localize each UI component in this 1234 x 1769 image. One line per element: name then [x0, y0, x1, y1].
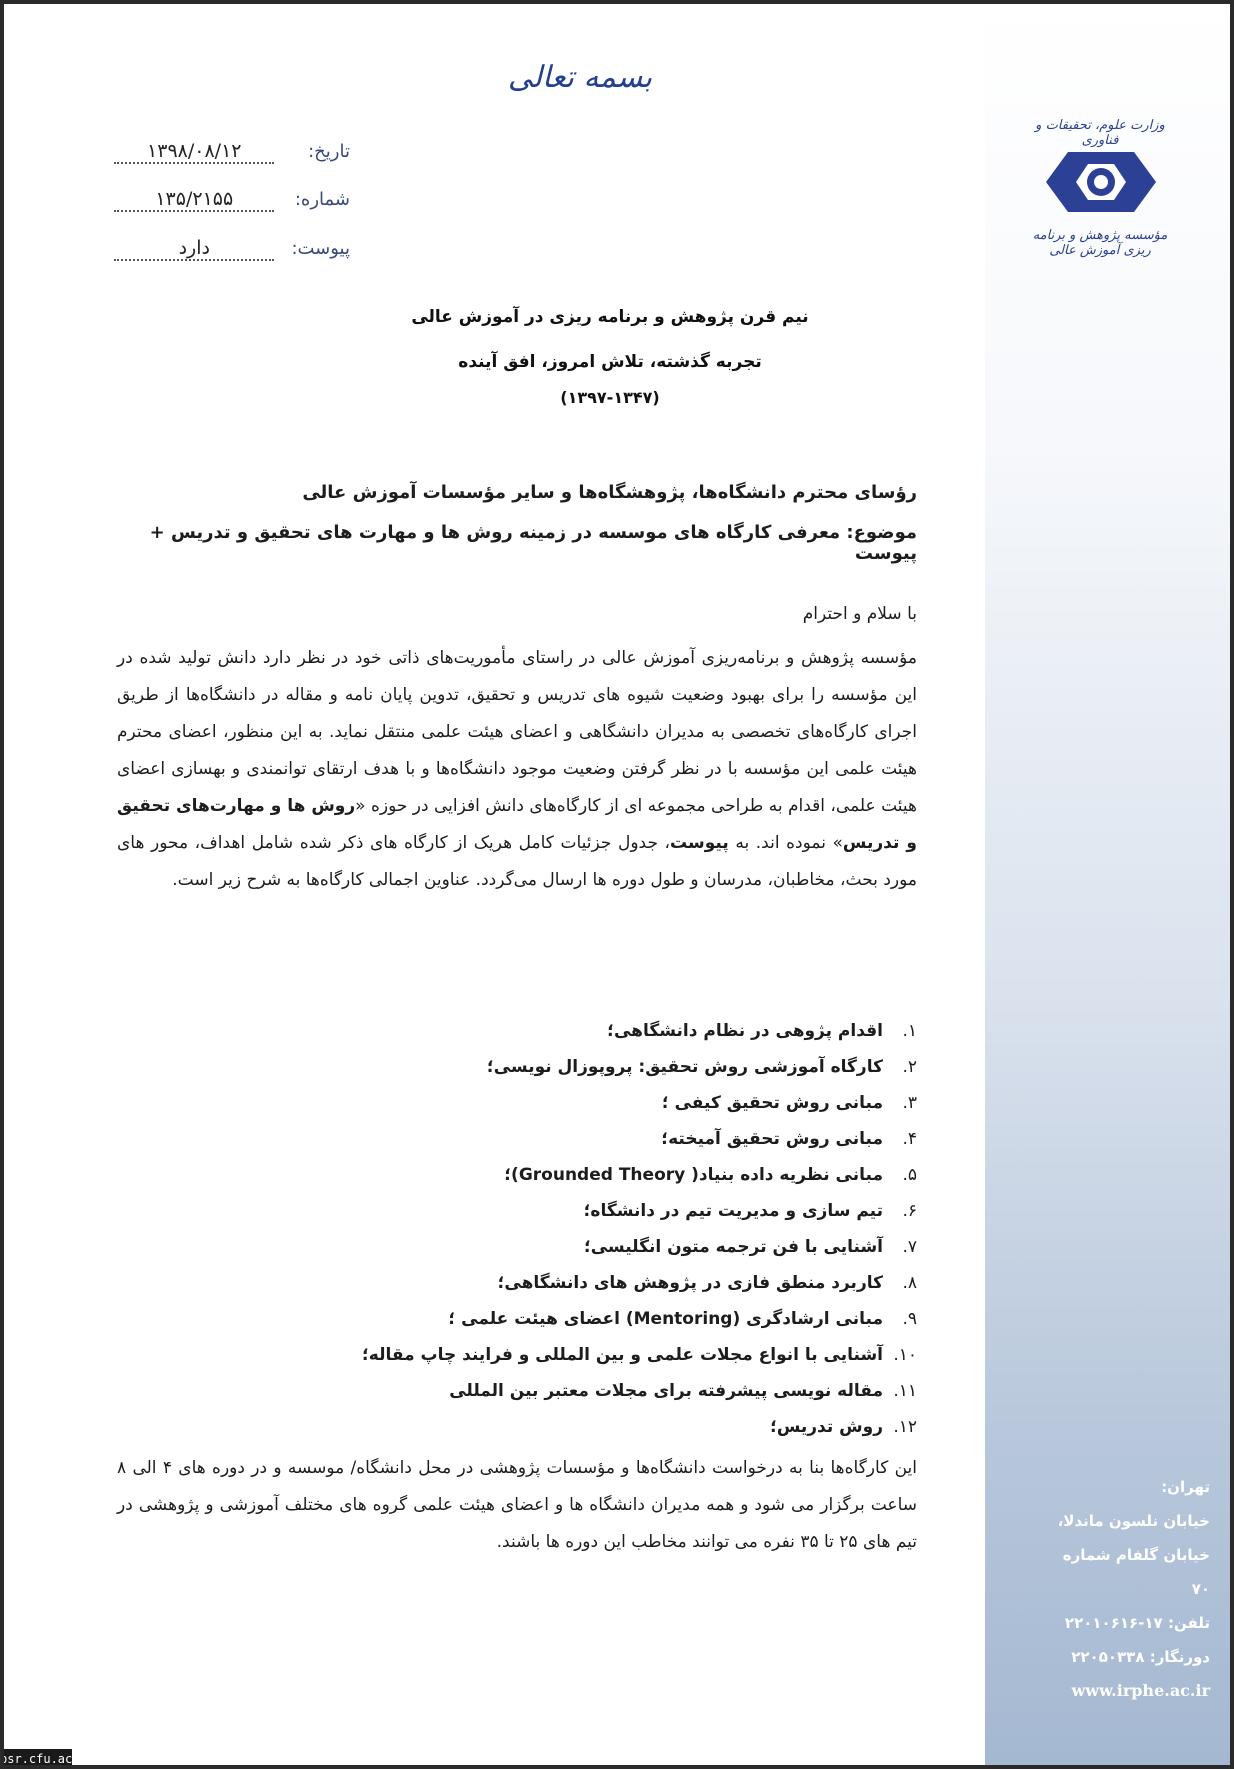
list-item-text: آشنایی با انواع مجلات علمی و بین المللی و فرایند چاپ مقاله؛ [361, 1345, 883, 1365]
body-text-3: ، جدول جزئیات کامل هریک از کارگاه های ذکر شده شامل اهداف، محور های مورد بحث، مخاطبان، مدرسان و طول دوره ها ارسال می‌گردد. عناوین اجمالی کارگاه‌ها به شرح زیر است. [117, 833, 917, 890]
list-item-text: مبانی ارشادگری (Mentoring) اعضای هیئت علمی ؛ [448, 1309, 883, 1329]
list-item [217, 1373, 917, 1409]
list-item-number: ۱. [902, 1021, 917, 1041]
logo-ministry-text: وزارت علوم، تحقیقات و فناوری [1035, 118, 1165, 148]
date-label: تاریخ: [308, 141, 350, 162]
list-item-text: مبانی روش تحقیق کیفی ؛ [661, 1093, 883, 1113]
list-item-text: مبانی روش تحقیق آمیخته؛ [661, 1129, 883, 1149]
list-item [217, 1157, 917, 1193]
list-item-text: تیم سازی و مدیریت تیم در دانشگاه؛ [583, 1201, 883, 1221]
attachment-value: دارد [114, 237, 274, 261]
logo-institute-text: مؤسسه پژوهش و برنامه ریزی آموزش عالی [1032, 228, 1168, 258]
address-street-2: خیابان گلفام شماره ۷۰ [1062, 1546, 1210, 1598]
list-item-number: ۸. [902, 1273, 917, 1293]
list-item-number: ۳. [902, 1093, 917, 1113]
list-item-number: ۹. [902, 1309, 917, 1329]
recipients: رؤسای محترم دانشگاه‌ها، پژوهشگاه‌ها و سایر مؤسسات آموزش عالی [302, 482, 917, 503]
body-text-1: مؤسسه پژوهش و برنامه‌ریزی آموزش عالی در راستای مأموریت‌های ذاتی خود در نظر دارد دانش تولید شده در این مؤسسه را برای بهبود وضعیت شیوه های تدریس و تحقیق، تدوین پایان نامه و مقاله در دانشگاه‌ها از طریق اجرای کارگاه‌های تخصصی به مدیران دانشگاهی و اعضای هیئت علمی منتقل نماید. به این منظور، اعضای محترم هیئت علمی این مؤسسه با در نظر گرفتن وضعیت موجود دانشگاه‌ها و با هدف ارتقای توانمندی و بهسازی اعضای هیئت علمی، اقدام به طراحی مجموعه ای از کارگاه‌های دانش افزایی در حوزه « [117, 648, 917, 816]
list-item [217, 1193, 917, 1229]
list-item [217, 1013, 917, 1049]
list-item-number: ۵. [902, 1165, 917, 1185]
contact-address [1040, 1470, 1210, 1708]
address-phone: تلفن: ۱۷-۲۲۰۱۰۶۱۶ [1064, 1614, 1210, 1632]
list-item [217, 1337, 917, 1373]
list-item-number: ۶. [902, 1201, 917, 1221]
address-street-1: خیابان نلسون ماندلا، [1057, 1512, 1210, 1530]
list-item-number: ۱۰. [893, 1345, 917, 1365]
source-watermark-tag: bsr.cfu.ac.ir [0, 1749, 72, 1769]
list-item-text: آشنایی با فن ترجمه متون انگلیسی؛ [583, 1237, 883, 1257]
list-item-text: مقاله نویسی پیشرفته برای مجلات معتبر بین المللی [449, 1381, 883, 1401]
body-bold-attachment: پیوست [670, 833, 729, 853]
number-value: ۱۳۵/۲۱۵۵ [114, 188, 274, 212]
subject-line: موضوع: معرفی کارگاه های موسسه در زمینه روش ها و مهارت های تحقیق و تدریس + پیوست [149, 522, 917, 564]
greeting: با سلام و احترام [802, 604, 917, 624]
number-label: شماره: [294, 189, 350, 210]
list-item-text: اقدام پژوهی در نظام دانشگاهی؛ [607, 1021, 883, 1041]
list-item-text: کاربرد منطق فازی در پژوهش های دانشگاهی؛ [497, 1273, 883, 1293]
attachment-row [80, 237, 350, 261]
letter-title-line1: نیم قرن پژوهش و برنامه ریزی در آموزش عالی [411, 307, 809, 327]
list-item [217, 1049, 917, 1085]
list-item [217, 1265, 917, 1301]
list-item-number: ۴. [902, 1129, 917, 1149]
number-row [80, 188, 350, 212]
list-item-number: ۲. [902, 1057, 917, 1077]
institute-logo [1025, 118, 1175, 258]
list-item [217, 1085, 917, 1121]
workshop-list [217, 1013, 917, 1445]
website-link[interactable]: www.irphe.ac.ir [1071, 1681, 1210, 1700]
body-paragraph [117, 640, 917, 899]
list-item [217, 1229, 917, 1265]
list-item [217, 1121, 917, 1157]
body-bold-topic: روش ها و مهارت‌های تحقیق و تدریس [117, 796, 917, 853]
list-item-text: مبانی نظریه داده بنیاد( Grounded Theory)؛ [504, 1165, 883, 1185]
date-value: ۱۳۹۸/۰۸/۱۲ [114, 140, 274, 164]
list-item-number: ۷. [902, 1237, 917, 1257]
body-text-2: » نموده اند. به [728, 833, 843, 853]
date-row [80, 140, 350, 164]
address-city: تهران: [1161, 1478, 1210, 1496]
list-item-number: ۱۲. [893, 1417, 917, 1437]
list-item-number: ۱۱. [893, 1381, 917, 1401]
basmala-heading: بسمه تعالی [507, 60, 653, 95]
letter-title-line2: تجربه گذشته، تلاش امروز، افق آینده [458, 352, 762, 372]
closing-paragraph: این کارگاه‌ها بنا به درخواست دانشگاه‌ها و مؤسسات پژوهشی در محل دانشگاه/ موسسه و در دوره های ۴ الی ۸ ساعت برگزار می شود و همه مدیران دانشگاه ها و اعضای هیئت علمی گروه های مختلف آموزشی و پژوهشی در تیم های ۲۵ تا ۳۵ نفره می توانند مخاطب این دوره ها باشند. [117, 1458, 917, 1552]
list-item [217, 1301, 917, 1337]
list-item-text: کارگاه آموزشی روش تحقیق: پروپوزال نویسی؛ [486, 1057, 883, 1077]
attachment-label: پیوست: [291, 238, 350, 259]
address-fax: دورنگار: ۲۲۰۵۰۳۳۸ [1071, 1648, 1210, 1666]
logo-emblem-icon [1046, 142, 1156, 222]
list-item [217, 1409, 917, 1445]
letter-title-years: (۱۳۹۷-۱۳۴۷) [560, 388, 660, 407]
list-item-text: روش تدریس؛ [770, 1417, 883, 1437]
